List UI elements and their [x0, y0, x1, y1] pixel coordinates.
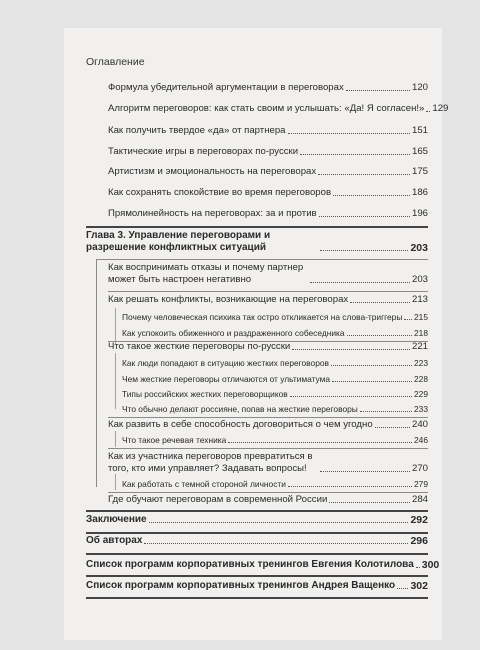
leader-dots — [350, 301, 410, 303]
toc-entry-page: 279 — [414, 479, 428, 489]
leader-dots — [300, 153, 410, 155]
toc-trainings-kolotilov[interactable] — [86, 559, 440, 571]
section-bracket — [96, 259, 97, 487]
toc-entry[interactable] — [108, 294, 428, 306]
leader-dots — [375, 426, 410, 428]
toc-subentry[interactable] — [122, 311, 428, 323]
toc-entry-title: Что такое речевая техника — [122, 435, 227, 445]
leader-dots — [397, 587, 408, 589]
leader-dots — [292, 348, 410, 350]
toc-entry-page: 270 — [411, 463, 428, 474]
toc-entry-page: 215 — [414, 312, 428, 322]
section-divider — [86, 553, 428, 555]
toc-entry-title: Заключение — [86, 514, 147, 525]
toc-entry[interactable] — [108, 166, 428, 178]
toc-entry-page: 218 — [414, 328, 428, 338]
subsection-bracket — [115, 431, 116, 447]
toc-subentry[interactable] — [122, 403, 428, 415]
chapter-divider — [96, 259, 428, 260]
toc-entry[interactable] — [108, 125, 428, 137]
leader-dots — [331, 364, 412, 366]
section-divider — [86, 575, 428, 577]
toc-subentry[interactable] — [122, 373, 428, 385]
toc-entry-page: 165 — [411, 146, 428, 157]
leader-dots — [404, 318, 412, 320]
toc-subentry[interactable] — [122, 388, 428, 400]
leader-dots — [288, 132, 410, 134]
toc-entry-page: 203 — [411, 274, 428, 285]
leader-dots — [333, 194, 410, 196]
subsection-bracket — [115, 474, 116, 490]
toc-entry-title: Как решать конфликты, возникающие на переговорах — [108, 294, 349, 305]
toc-entry-title: Глава 3. Управление переговорами и разрешение конфликтных ситуаций — [86, 230, 271, 253]
toc-chapter-3[interactable] — [86, 230, 428, 254]
section-divider — [86, 532, 428, 534]
toc-entry[interactable] — [108, 146, 428, 158]
toc-subentry[interactable] — [122, 327, 428, 339]
leader-dots — [320, 470, 410, 472]
toc-entry-title: Как сохранять спокойствие во время переговоров — [108, 187, 332, 198]
toc-entry-page: 203 — [410, 242, 428, 254]
toc-entry-page: 284 — [411, 494, 428, 505]
toc-entry-page: 175 — [411, 166, 428, 177]
leader-dots — [320, 249, 408, 251]
toc-entry[interactable] — [108, 419, 428, 431]
toc-entry-title: Как люди попадают в ситуацию жестких переговоров — [122, 358, 329, 368]
toc-entry-page: 196 — [411, 208, 428, 219]
leader-dots — [360, 410, 412, 412]
leader-dots — [416, 566, 420, 568]
toc-entry[interactable] — [108, 103, 449, 115]
toc-entry-title: Почему человеческая психика так остро откликается на слова-триггеры — [122, 312, 403, 322]
toc-entry-title: Список программ корпоративных тренингов Андрея Ващенко — [86, 580, 396, 591]
leader-dots — [332, 380, 412, 382]
toc-entry-title: Как успокоить обиженного и раздраженного собеседника — [122, 328, 345, 338]
toc-conclusion[interactable] — [86, 514, 428, 526]
toc-entry-title: Типы российских жестких переговорщиков — [122, 389, 288, 399]
toc-entry-page: 120 — [411, 82, 428, 93]
toc-entry-page: 292 — [410, 514, 428, 526]
toc-entry[interactable] — [108, 187, 428, 199]
toc-entry-page: 246 — [414, 435, 428, 445]
leader-dots — [329, 501, 410, 503]
leader-dots — [346, 89, 410, 91]
toc-entry-page: 186 — [411, 187, 428, 198]
toc-entry-page: 229 — [414, 389, 428, 399]
toc-entry-title: Об авторах — [86, 535, 143, 546]
section-divider — [86, 226, 428, 228]
subsection-bracket — [115, 353, 116, 409]
leader-dots — [310, 281, 410, 283]
toc-entry-title: Прямолинейность на переговорах: за и против — [108, 208, 317, 219]
toc-entry-title: Как развить в себе способность договориться о чем угодно — [108, 419, 373, 430]
toc-entry-title: Тактические игры в переговорах по-русски — [108, 146, 299, 157]
toc-entry-title: Где обучают переговорам в современной России — [108, 494, 328, 505]
toc-subentry[interactable] — [122, 357, 428, 369]
leader-dots — [290, 395, 412, 397]
entry-divider — [108, 448, 428, 449]
toc-entry-page: 296 — [410, 535, 428, 547]
toc-entry-page: 213 — [411, 294, 428, 305]
toc-entry[interactable] — [108, 451, 428, 475]
toc-entry-page: 228 — [414, 374, 428, 384]
toc-entry-title: Что обычно делают россияне, попав на жесткие переговоры — [122, 404, 358, 414]
toc-entry[interactable] — [108, 208, 428, 220]
leader-dots — [149, 521, 409, 523]
toc-entry-page: 223 — [414, 358, 428, 368]
section-divider — [86, 510, 428, 512]
toc-entry-page: 302 — [410, 580, 428, 592]
section-divider — [86, 597, 428, 599]
toc-entry[interactable] — [108, 262, 428, 286]
toc-entry-title: Как получить твердое «да» от партнера — [108, 125, 286, 136]
leader-dots — [144, 542, 408, 544]
toc-subentry[interactable] — [122, 434, 428, 446]
toc-subentry[interactable] — [122, 478, 428, 490]
toc-entry[interactable] — [108, 82, 428, 94]
toc-entry-title: Как работать с темной стороной личности — [122, 479, 286, 489]
toc-entry-title: Как воспринимать отказы и почему партнер может быть настроен негативно — [108, 262, 304, 285]
leader-dots — [347, 334, 412, 336]
leader-dots — [426, 110, 430, 112]
toc-entry-title: Чем жесткие переговоры отличаются от ультиматума — [122, 374, 331, 384]
toc-entry-title: Формула убедительной аргументации в переговорах — [108, 82, 344, 93]
toc-entry-title: Что такое жесткие переговоры по-русски — [108, 341, 291, 352]
entry-divider — [108, 417, 428, 418]
leader-dots — [319, 215, 410, 217]
toc-entry-title: Артистизм и эмоциональность на переговорах — [108, 166, 317, 177]
toc-entry[interactable] — [108, 341, 428, 353]
toc-trainings-vashchenko[interactable] — [86, 580, 428, 592]
toc-entry-title: Как из участника переговоров превратиться в того, кто ими управляет? Задавать вопросы! — [108, 451, 313, 474]
leader-dots — [318, 173, 410, 175]
toc-entry-page: 221 — [411, 341, 428, 352]
toc-entry-page: 129 — [432, 103, 449, 114]
toc-entry-page: 300 — [421, 559, 440, 571]
leader-dots — [288, 485, 412, 487]
toc-entry-title: Алгоритм переговоров: как стать своим и услышать: «Да! Я согласен!» — [108, 103, 425, 114]
toc-entry[interactable] — [108, 494, 428, 506]
toc-entry-page: 240 — [411, 419, 428, 430]
toc-entry-title: Список программ корпоративных тренингов Евгения Колотилова — [86, 559, 414, 570]
subsection-bracket — [115, 308, 116, 344]
toc-entry-page: 233 — [414, 404, 428, 414]
page-header: Оглавление — [86, 56, 145, 68]
entry-divider — [108, 291, 428, 292]
toc-authors[interactable] — [86, 535, 428, 547]
toc-entry-page: 151 — [411, 125, 428, 136]
leader-dots — [228, 441, 412, 443]
entry-divider — [108, 492, 428, 493]
